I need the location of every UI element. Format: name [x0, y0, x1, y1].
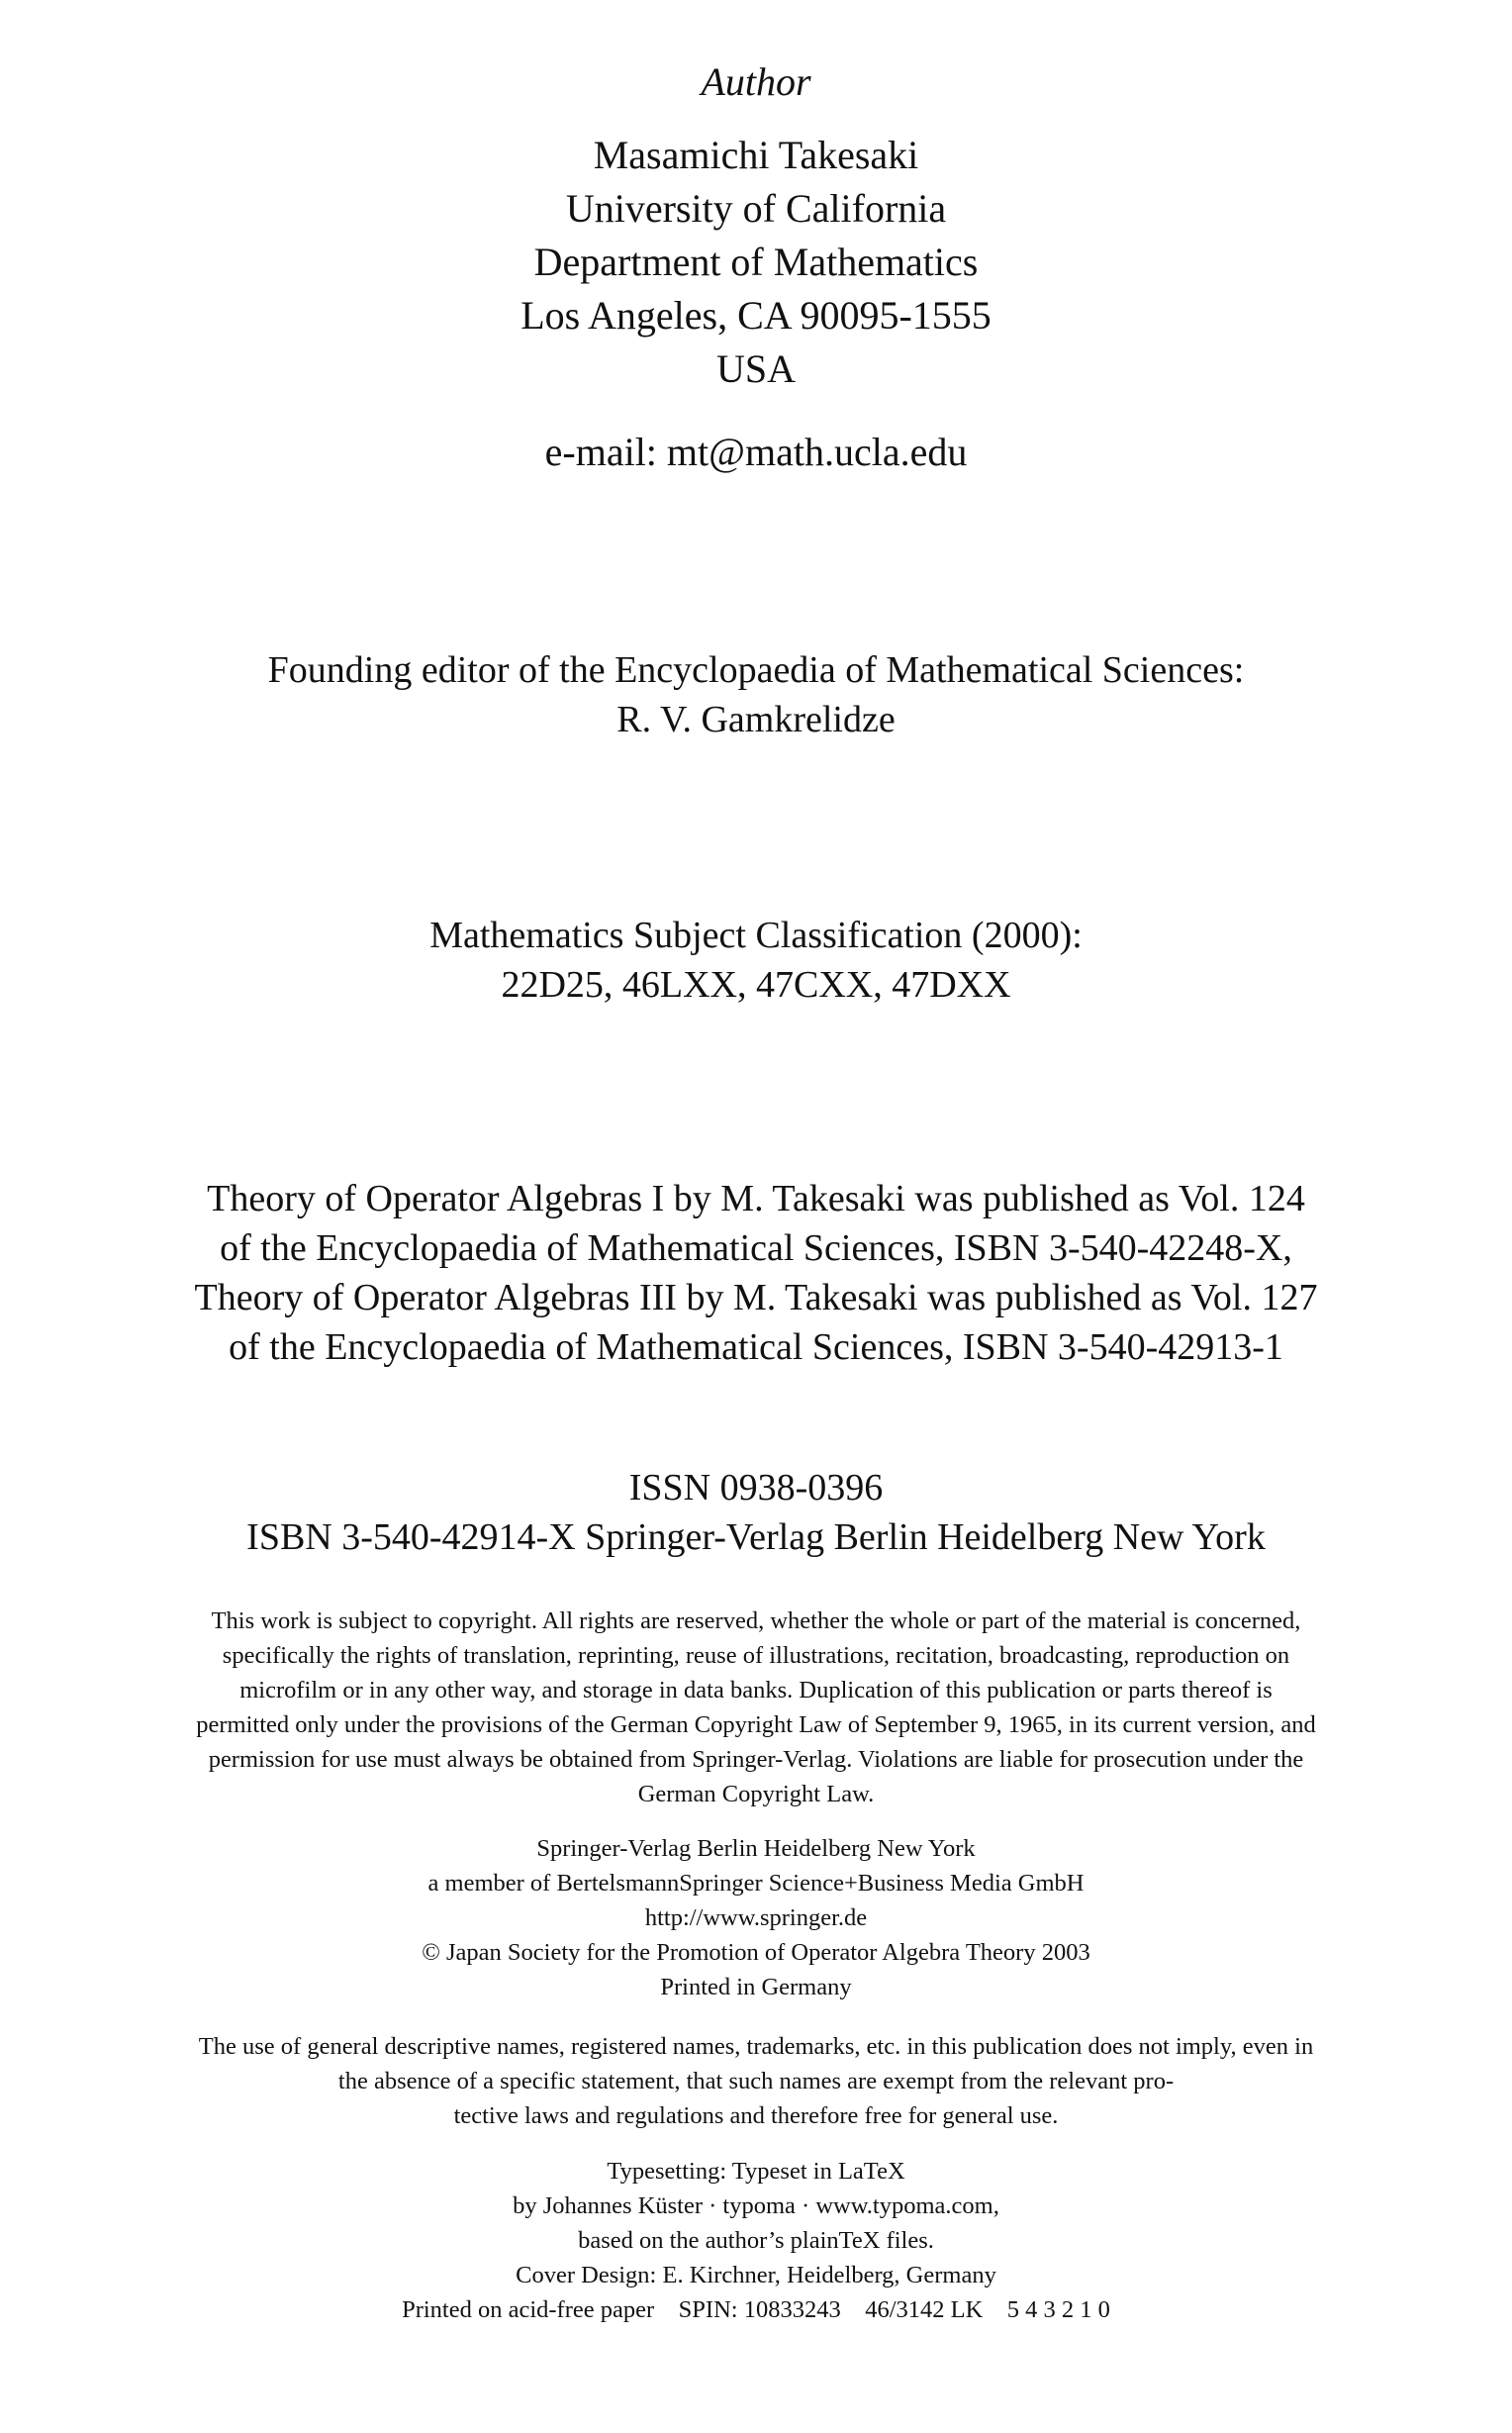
trademark-notice — [0, 2029, 1512, 2133]
founding-editor-line: Founding editor of the Encyclopaedia of Mathematical Sciences: — [267, 649, 1245, 691]
spin-number: SPIN: 10833243 — [678, 2296, 841, 2323]
author-department: Department of Mathematics — [533, 240, 979, 284]
publication-line: Theory of Operator Algebras III by M. Takesaki was published as Vol. 127 — [194, 1277, 1318, 1318]
cover-design: Cover Design: E. Kirchner, Heidelberg, Germany — [516, 2262, 996, 2288]
publisher-member: a member of BertelsmannSpringer Science+Business Media GmbH — [427, 1870, 1085, 1897]
copyright-notice — [0, 1604, 1512, 1811]
author-city: Los Angeles, CA 90095-1555 — [520, 293, 992, 338]
publication-line: of the Encyclopaedia of Mathematical Sciences, ISBN 3-540-42248-X, — [220, 1227, 1292, 1269]
print-code: 46/3142 LK — [865, 2296, 984, 2323]
typesetting-line — [0, 2154, 1512, 2189]
printed-in: Printed in Germany — [660, 1974, 852, 2000]
paper-info: Printed on acid-free paper — [402, 2296, 655, 2323]
source-files-line — [0, 2223, 1512, 2258]
copyright-line: This work is subject to copyright. All rights are reserved, whether the whole or part of the material is concerned, — [211, 1607, 1301, 1634]
publisher-url: http://www.springer.de — [644, 1904, 868, 1931]
source-files-prefix: based on the author’s plain — [578, 2227, 839, 2254]
issn: ISSN 0938-0396 — [628, 1467, 884, 1508]
isbn: ISBN 3-540-42914-X Springer-Verlag Berlin Heidelberg New York — [246, 1516, 1266, 1558]
copyright-holder: © Japan Society for the Promotion of Operator Algebra Theory 2003 — [422, 1939, 1090, 1966]
author-country: USA — [715, 346, 797, 391]
source-files-suffix: files. — [880, 2227, 934, 2254]
publication-line: of the Encyclopaedia of Mathematical Sciences, ISBN 3-540-42913-1 — [229, 1326, 1283, 1368]
trademark-line: tective laws and regulations and therefore free for general use. — [453, 2102, 1059, 2129]
trademark-line: The use of general descriptive names, registered names, trademarks, etc. in this publication does not imply, even in — [198, 2033, 1314, 2060]
identifiers — [0, 1463, 1512, 1562]
typesetting-label: Typesetting: Typeset in — [607, 2158, 838, 2185]
author-email-block — [0, 426, 1512, 479]
publisher-name: Springer-Verlag Berlin Heidelberg New York — [536, 1835, 976, 1862]
trademark-line: the absence of a specific statement, that such names are exempt from the relevant pro- — [337, 2068, 1175, 2094]
author-block — [0, 55, 1512, 109]
author-email: e-mail: mt@math.ucla.edu — [544, 430, 968, 474]
publication-note — [0, 1174, 1512, 1372]
classification-title: Mathematics Subject Classification (2000): — [429, 915, 1083, 956]
publication-line: Theory of Operator Algebras I by M. Takesaki was published as Vol. 124 — [207, 1178, 1305, 1219]
founding-editor-name: R. V. Gamkrelidze — [616, 699, 896, 740]
copyright-line: specifically the rights of translation, reprinting, reuse of illustrations, recitation, broadcasting, reproduction on — [222, 1642, 1290, 1669]
subject-classification — [0, 911, 1512, 1010]
founding-editor — [0, 645, 1512, 744]
copyright-line: microfilm or in any other way, and storage in data banks. Duplication of this publication or parts thereof is — [239, 1677, 1273, 1703]
author-address — [0, 129, 1512, 396]
copyright-line: German Copyright Law. — [637, 1781, 875, 1807]
printing-info-row — [0, 2292, 1512, 2327]
tex-logo: TeX — [838, 2227, 881, 2254]
author-heading: Author — [701, 59, 811, 104]
print-run: 5 4 3 2 1 0 — [1006, 2296, 1110, 2323]
publisher-block — [0, 1831, 1512, 2004]
copyright-line: permission for use must always be obtained from Springer-Verlag. Violations are liable for prosecution under the — [208, 1746, 1304, 1773]
classification-codes: 22D25, 46LXX, 47CXX, 47DXX — [501, 964, 1011, 1006]
production-block — [0, 2154, 1512, 2327]
author-name: Masamichi Takesaki — [593, 133, 919, 177]
typesetter-credit: by Johannes Küster · typoma · www.typoma.com, — [513, 2192, 999, 2219]
copyright-line: permitted only under the provisions of the German Copyright Law of September 9, 1965, in its current version, and — [196, 1711, 1316, 1738]
author-university: University of California — [565, 186, 947, 231]
latex-logo: LaTeX — [837, 2158, 905, 2185]
